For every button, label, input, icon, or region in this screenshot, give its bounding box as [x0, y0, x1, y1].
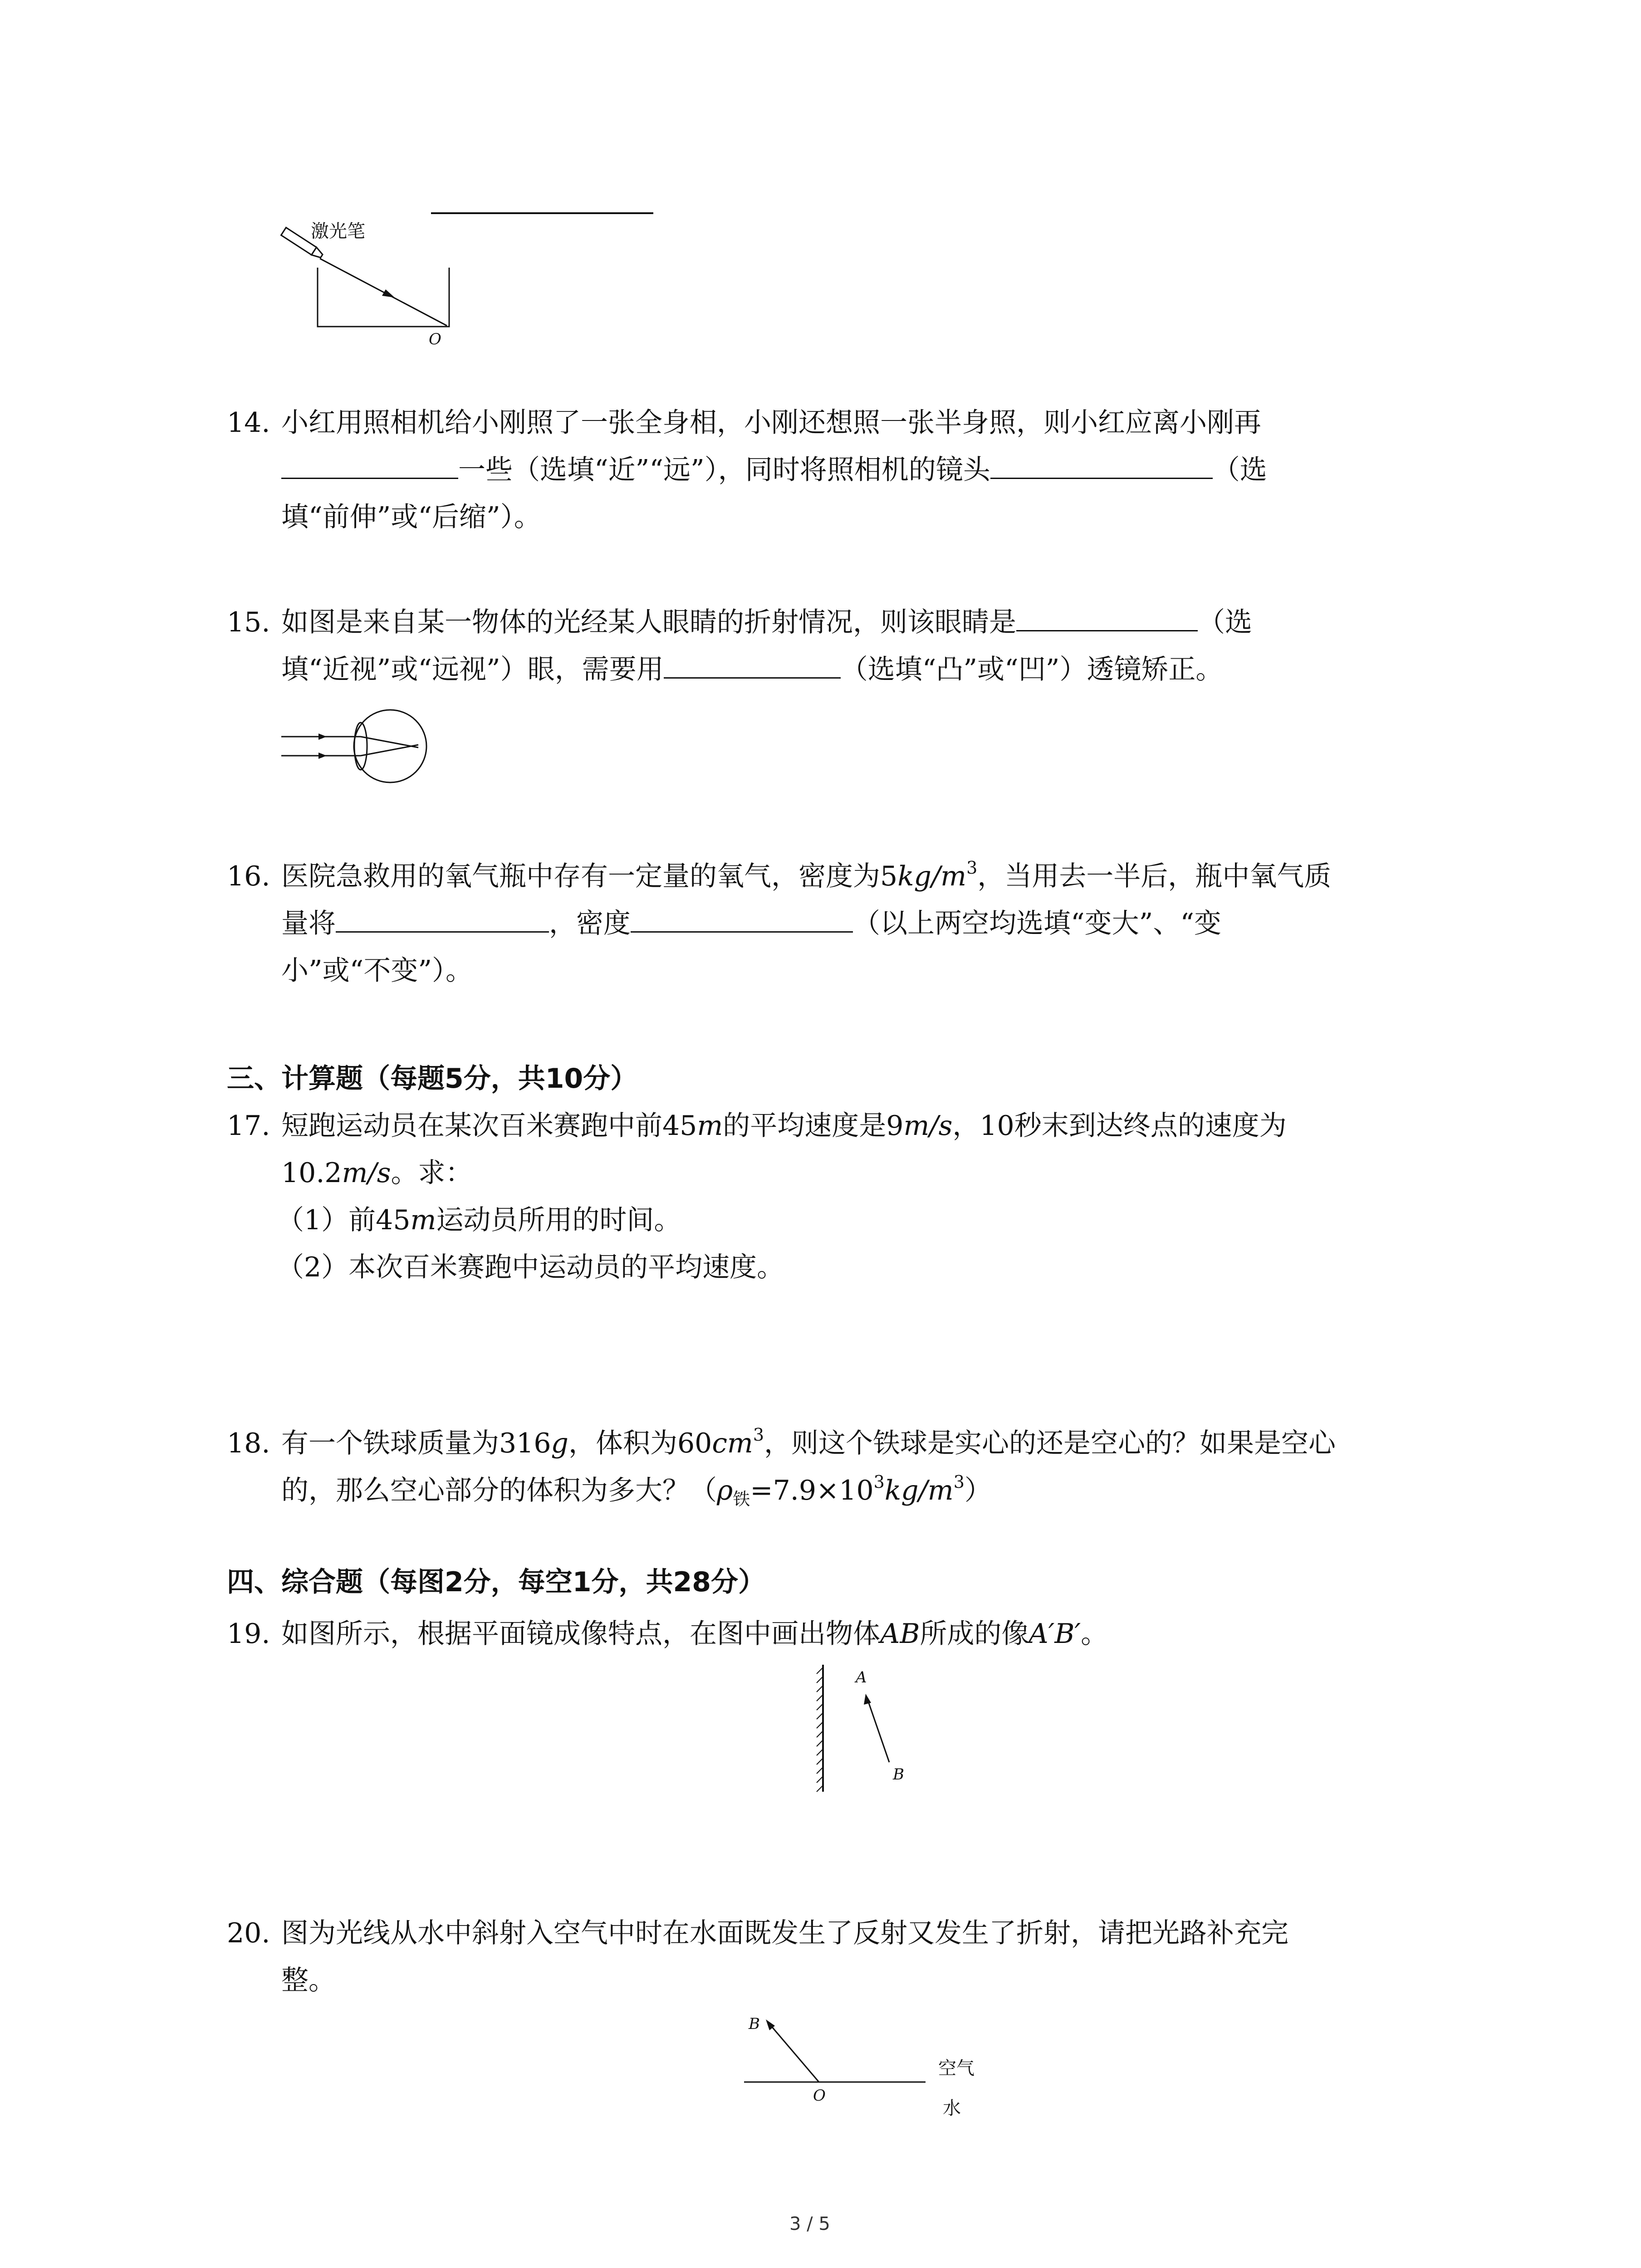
unit: g	[551, 1427, 568, 1459]
q17-line1	[281, 1102, 1287, 1149]
q17-text: （2）本次百米赛跑中运动员的平均速度。	[277, 1251, 784, 1283]
point-o-label: O	[429, 330, 441, 348]
point-b-label: B	[749, 2015, 760, 2033]
q19-line1	[281, 1610, 1108, 1657]
q17-line2	[281, 1149, 473, 1197]
question-17	[227, 1102, 1461, 1297]
answer-blank[interactable]	[336, 906, 549, 933]
answer-blank[interactable]	[631, 906, 853, 933]
q16-text: ，密度	[549, 908, 631, 939]
q15-line1	[281, 599, 1252, 646]
q18-text: 有一个铁球质量为316	[281, 1427, 551, 1459]
unit: kg/m	[884, 1475, 954, 1506]
q19-text: 所成的像	[920, 1618, 1029, 1650]
section-heading-3: 三、计算题（每题5分，共10分）	[227, 1063, 638, 1095]
question-number: 14.	[227, 407, 270, 439]
q16-line2	[281, 900, 1221, 947]
q16-line1	[281, 853, 1331, 900]
q18-text: ，则这个铁球是实心的还是空心的？如果是空心	[764, 1427, 1336, 1459]
unit: m	[410, 1204, 436, 1236]
exponent: 3	[953, 1472, 965, 1492]
q17-text: 的平均速度是9	[723, 1110, 904, 1142]
q16-text: 医院急救用的氧气瓶中存有一定量的氧气，密度为5	[281, 860, 898, 892]
q15-text: （选填“凸”或“凹”）透镜矫正。	[840, 654, 1223, 685]
unit: cm	[712, 1427, 753, 1459]
q17-text: 10.2	[281, 1157, 342, 1189]
mirror-figure	[798, 1660, 916, 1796]
q14-line2	[281, 446, 1267, 494]
question-16	[227, 853, 1461, 998]
q14-line1	[281, 399, 1261, 446]
question-18	[227, 1420, 1461, 1520]
question-number: 18.	[227, 1427, 270, 1459]
air-label: 空气	[938, 2058, 975, 2079]
q19-text: 。	[1081, 1618, 1108, 1650]
q20-line1	[281, 1910, 1288, 1957]
exponent: 3	[966, 858, 978, 878]
q14-text: 一些（选填“近”“远”），同时将照相机的镜头	[458, 454, 990, 486]
section-heading-4: 四、综合题（每图2分，每空1分，共28分）	[227, 1566, 765, 1598]
subscript: 铁	[733, 1489, 750, 1509]
point-b-label: B	[893, 1765, 904, 1784]
q16-text: （以上两空均选填“变大”、“变	[853, 908, 1222, 939]
eye-drawing	[277, 708, 440, 785]
q17-sub2	[277, 1244, 784, 1291]
refraction-figure	[735, 2005, 1016, 2127]
q20-text: 整。	[281, 1965, 336, 1996]
q18-text: ）	[964, 1475, 992, 1506]
q18-text: 的，那么空心部分的体积为多大？（	[281, 1475, 717, 1506]
answer-blank[interactable]	[664, 652, 841, 679]
q17-text: 运动员所用的时间。	[436, 1204, 681, 1236]
question-19	[227, 1610, 1461, 1660]
q16-line3	[281, 947, 473, 994]
water-label: 水	[943, 2098, 961, 2119]
question-number: 16.	[227, 860, 270, 892]
q17-text: ，10秒末到达终点的速度为	[952, 1110, 1287, 1142]
q14-text: 填“前伸”或“后缩”）。	[281, 501, 541, 533]
image-label: A′B′	[1029, 1618, 1081, 1650]
question-20	[227, 1910, 1461, 2009]
q18-text: ，体积为60	[568, 1427, 712, 1459]
exponent: 3	[873, 1472, 885, 1492]
q17-text: 短跑运动员在某次百米赛跑中前45	[281, 1110, 697, 1142]
q16-text: ，当用去一半后，瓶中氧气质	[977, 860, 1332, 892]
q15-text: 填“近视”或“远视”）眼，需要用	[281, 654, 664, 685]
eye-figure	[277, 708, 440, 785]
unit: m	[697, 1110, 723, 1142]
q20-text: 图为光线从水中斜射入空气中时在水面既发生了反射又发生了折射，请把光路补充完	[281, 1917, 1288, 1949]
point-a-label: A	[856, 1668, 867, 1686]
question-number: 15.	[227, 606, 270, 638]
q18-text: =7.9×10	[750, 1475, 874, 1506]
answer-blank[interactable]	[281, 452, 458, 479]
unit: m/s	[903, 1110, 953, 1142]
q17-text: （1）前45	[277, 1204, 411, 1236]
page-number: 3 / 5	[789, 2214, 830, 2234]
q16-text: 量将	[281, 908, 336, 939]
q17-text: 。求：	[391, 1157, 473, 1189]
laser-figure	[263, 200, 671, 363]
answer-blank[interactable]	[1016, 605, 1198, 631]
object-label: AB	[880, 1618, 920, 1650]
q14-line3	[281, 494, 541, 541]
q14-text: （选	[1212, 454, 1267, 486]
laser-pen-label: 激光笔	[311, 221, 365, 242]
q15-line2	[281, 646, 1223, 693]
unit: kg/m	[897, 860, 967, 892]
q19-text: 如图所示，根据平面镜成像特点，在图中画出物体	[281, 1618, 880, 1650]
question-number: 17.	[227, 1110, 270, 1142]
question-number: 20.	[227, 1917, 270, 1949]
question-number: 19.	[227, 1618, 270, 1650]
rho-symbol: ρ	[717, 1475, 733, 1506]
q17-sub1	[277, 1197, 681, 1244]
q14-text: 小红用照相机给小刚照了一张全身相，小刚还想照一张半身照，则小红应离小刚再	[281, 407, 1261, 439]
q18-line2	[281, 1467, 992, 1514]
unit: m/s	[342, 1157, 391, 1189]
exponent: 3	[753, 1425, 764, 1445]
q16-text: 小”或“不变”）。	[281, 955, 473, 987]
q15-text: （选	[1198, 606, 1252, 638]
q15-text: 如图是来自某一物体的光经某人眼睛的折射情况，则该眼睛是	[281, 606, 1016, 638]
q18-line1	[281, 1420, 1336, 1467]
question-15	[227, 599, 1461, 699]
q20-line2	[281, 1957, 336, 2004]
question-14	[227, 399, 1461, 544]
point-o-label: O	[813, 2087, 826, 2105]
answer-blank[interactable]	[990, 452, 1213, 479]
